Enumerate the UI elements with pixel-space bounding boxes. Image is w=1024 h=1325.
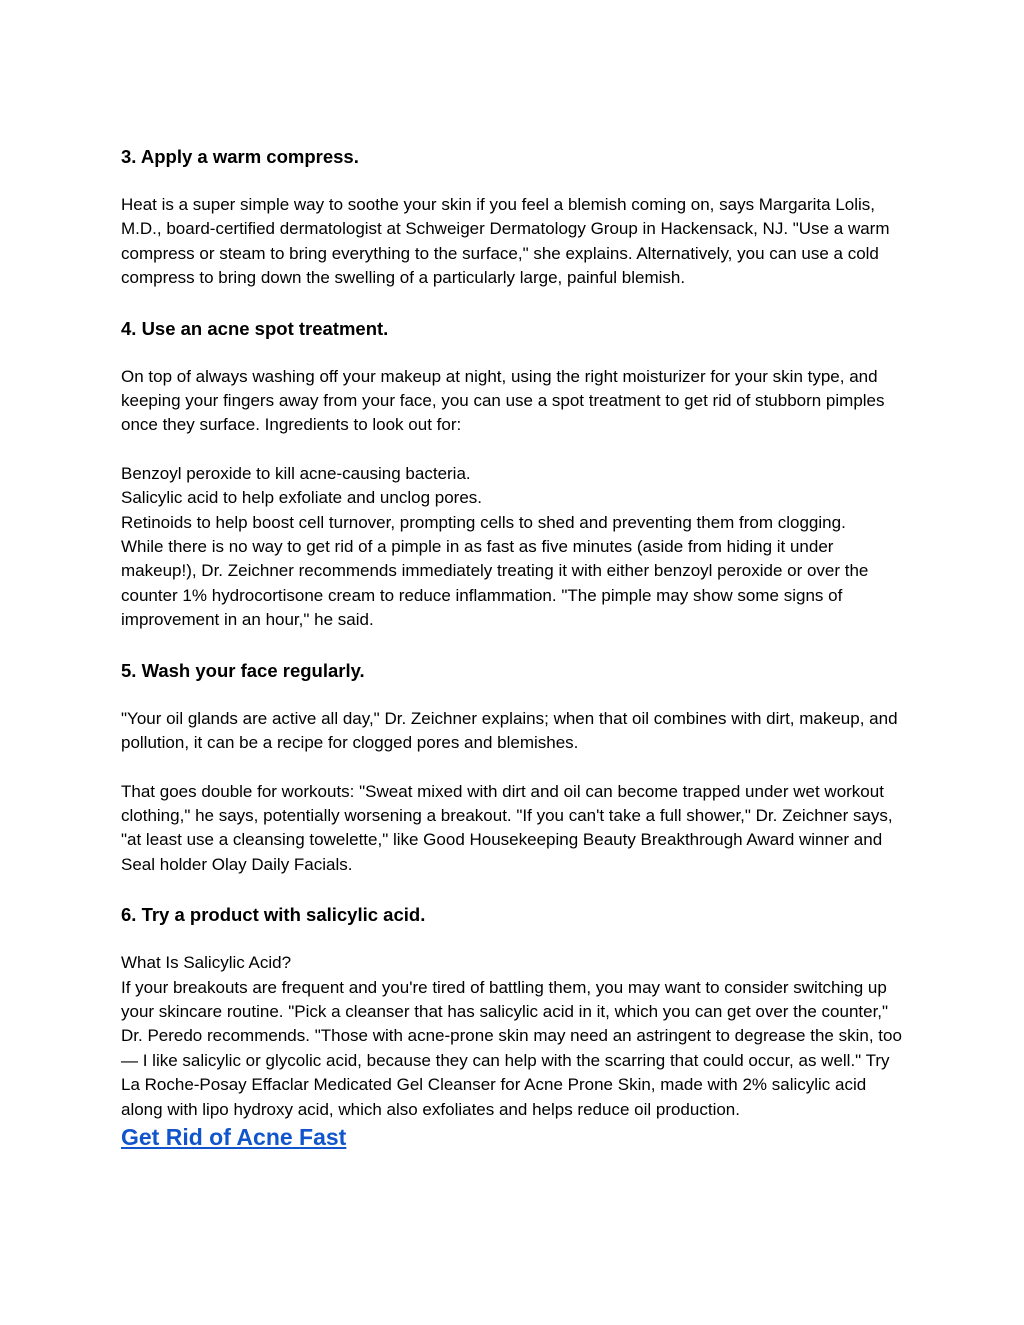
line-what-is-salicylic-acid: What Is Salicylic Acid? xyxy=(121,953,292,973)
get-rid-of-acne-link[interactable]: Get Rid of Acne Fast xyxy=(121,1123,347,1150)
paragraph-spot-treatment-intro: On top of always washing off your makeup at night, using the right moisturizer for your skin type, and keeping your fingers away from your face, you can use a spot treatment to get rid of stubborn pimples once they surface. Ingredients to look out for: xyxy=(121,366,885,435)
section-heading-spot-treatment: 4. Use an acne spot treatment. xyxy=(121,317,389,339)
paragraph-warm-compress: Heat is a super simple way to soothe your skin if you feel a blemish coming on, says Margarita Lolis, M.D., board-certified dermatologist at Schweiger Dermatology Group in Hackensack, NJ. "Use a warm compress or steam to bring everything to the surface," she explains. Alternatively, you can use a cold compress to bring down the swelling of a particularly large, painful blemish. xyxy=(121,195,890,288)
paragraph-oil-glands: "Your oil glands are active all day," Dr. Zeichner explains; when that oil combines with dirt, makeup, and pollution, it can be a recipe for clogged pores and blemishes. xyxy=(121,708,898,753)
paragraph-spot-treatment-advice: While there is no way to get rid of a pimple in as fast as five minutes (aside from hiding it under makeup!), Dr. Zeichner recommends immediately treating it with either benzoyl peroxide or over the counter 1% hydrocortisone cream to reduce inflammation. "The pimple may show some signs of improvement in an hour," he said. xyxy=(121,537,869,630)
line-benzoyl-peroxide: Benzoyl peroxide to kill acne-causing bacteria. xyxy=(121,463,471,483)
section-heading-warm-compress: 3. Apply a warm compress. xyxy=(121,146,359,167)
paragraph-workouts: That goes double for workouts: "Sweat mixed with dirt and oil can become trapped under wet workout clothing," he says, potentially worsening a breakout. "If you can't take a full shower," Dr. Zeichner says, "at least use a cleansing towelette," like Good Housekeeping Beauty Breakthrough Award winner and Seal holder Olay Daily Facials. xyxy=(121,781,893,874)
line-retinoids: Retinoids to help boost cell turnover, prompting cells to shed and preventing them from clogging. xyxy=(121,512,846,532)
section-heading-wash-face: 5. Wash your face regularly. xyxy=(121,659,365,681)
section-heading-salicylic-acid: 6. Try a product with salicylic acid. xyxy=(121,904,426,926)
document-page xyxy=(121,143,911,1152)
line-salicylic-acid: Salicylic acid to help exfoliate and unclog pores. xyxy=(121,488,482,508)
paragraph-salicylic-acid: If your breakouts are frequent and you're tired of battling them, you may want to consider switching up your skincare routine. "Pick a cleanser that has salicylic acid in it, which you can get over the counter," Dr. Peredo recommends. "Those with acne-prone skin may need an astringent to degrease the skin, too — I like salicylic or glycolic acid, because they can help with the scarring that could occur, as well." Try La Roche-Posay Effaclar Medicated Gel Cleanser for Acne Prone Skin, made with 2% salicylic acid along with lipo hydroxy acid, which also exfoliates and helps reduce oil production. xyxy=(121,977,902,1119)
